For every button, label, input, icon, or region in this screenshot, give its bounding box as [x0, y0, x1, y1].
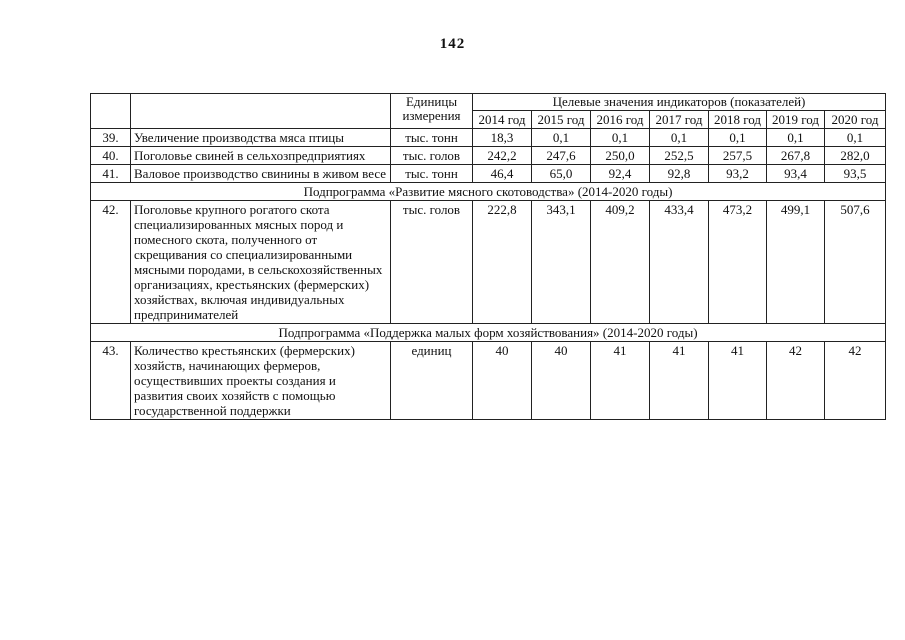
value-2014: 222,8	[473, 201, 532, 324]
value-2019: 0,1	[767, 129, 825, 147]
unit: единиц	[391, 342, 473, 420]
indicator-name: Количество крестьянских (фермерских) хозяйств, начинающих фермеров, осуществивших проекты создания и развития своих хозяйств с помощью государственной поддержки	[131, 342, 391, 420]
value-2017: 0,1	[650, 129, 709, 147]
subprogram-title: Подпрограмма «Развитие мясного скотоводства» (2014-2020 годы)	[91, 183, 886, 201]
value-2014: 18,3	[473, 129, 532, 147]
table-row	[91, 342, 886, 420]
value-2019: 93,4	[767, 165, 825, 183]
header-year: 2016 год	[591, 111, 650, 129]
value-2018: 93,2	[709, 165, 767, 183]
value-2017: 252,5	[650, 147, 709, 165]
unit: тыс. тонн	[391, 129, 473, 147]
value-2018: 0,1	[709, 129, 767, 147]
value-2014: 40	[473, 342, 532, 420]
row-number: 41.	[91, 165, 131, 183]
row-number: 39.	[91, 129, 131, 147]
header-year: 2014 год	[473, 111, 532, 129]
unit: тыс. голов	[391, 147, 473, 165]
value-2016: 0,1	[591, 129, 650, 147]
indicator-name: Поголовье крупного рогатого скота специализированных мясных пород и помесного скота, полученного от скрещивания со специализированными мясными породами, в сельскохозяйственных организациях, крестьянских (фермерских) хозяйствах, включая индивидуальных предпринимателей	[131, 201, 391, 324]
indicator-name: Поголовье свиней в сельхозпредприятиях	[131, 147, 391, 165]
subprogram-title: Подпрограмма «Поддержка малых форм хозяйствования» (2014-2020 годы)	[91, 324, 886, 342]
value-2018: 257,5	[709, 147, 767, 165]
table-row	[91, 147, 886, 165]
table-row	[91, 165, 886, 183]
value-2015: 0,1	[532, 129, 591, 147]
value-2019: 499,1	[767, 201, 825, 324]
header-number-cell	[91, 94, 131, 129]
header-year: 2015 год	[532, 111, 591, 129]
value-2018: 473,2	[709, 201, 767, 324]
header-name-cell	[131, 94, 391, 129]
value-2016: 409,2	[591, 201, 650, 324]
value-2020: 507,6	[825, 201, 886, 324]
value-2020: 0,1	[825, 129, 886, 147]
header-year: 2017 год	[650, 111, 709, 129]
subprogram-row	[91, 183, 886, 201]
indicators-table	[90, 93, 886, 420]
value-2020: 93,5	[825, 165, 886, 183]
value-2018: 41	[709, 342, 767, 420]
header-year: 2020 год	[825, 111, 886, 129]
subprogram-row	[91, 324, 886, 342]
header-target-values: Целевые значения индикаторов (показателей)	[473, 94, 886, 111]
header-row	[91, 94, 886, 111]
value-2015: 40	[532, 342, 591, 420]
value-2017: 433,4	[650, 201, 709, 324]
value-2014: 242,2	[473, 147, 532, 165]
value-2014: 46,4	[473, 165, 532, 183]
value-2017: 41	[650, 342, 709, 420]
row-number: 42.	[91, 201, 131, 324]
page-number: 142	[439, 36, 466, 52]
value-2020: 282,0	[825, 147, 886, 165]
header-year: 2018 год	[709, 111, 767, 129]
row-number: 40.	[91, 147, 131, 165]
value-2015: 343,1	[532, 201, 591, 324]
value-2016: 41	[591, 342, 650, 420]
unit: тыс. голов	[391, 201, 473, 324]
value-2020: 42	[825, 342, 886, 420]
row-number: 43.	[91, 342, 131, 420]
indicator-name: Увеличение производства мяса птицы	[131, 129, 391, 147]
value-2016: 92,4	[591, 165, 650, 183]
table-row	[91, 201, 886, 324]
unit: тыс. тонн	[391, 165, 473, 183]
value-2015: 65,0	[532, 165, 591, 183]
header-units: Единицы измерения	[391, 94, 473, 129]
header-year: 2019 год	[767, 111, 825, 129]
value-2015: 247,6	[532, 147, 591, 165]
indicator-name: Валовое производство свинины в живом весе	[131, 165, 391, 183]
value-2019: 42	[767, 342, 825, 420]
value-2016: 250,0	[591, 147, 650, 165]
table-row	[91, 129, 886, 147]
value-2017: 92,8	[650, 165, 709, 183]
value-2019: 267,8	[767, 147, 825, 165]
